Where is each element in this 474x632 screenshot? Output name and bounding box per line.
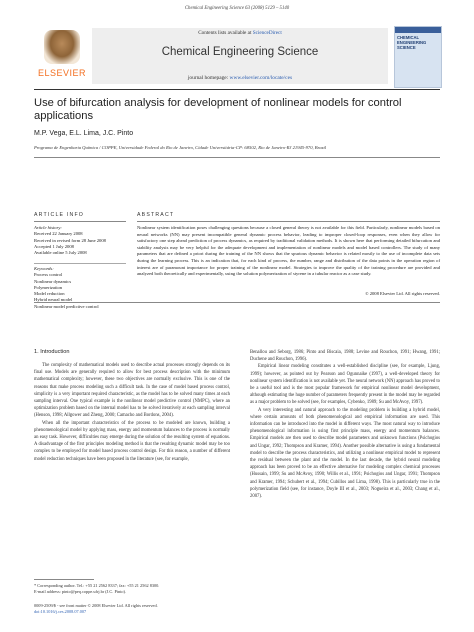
- homepage-prefix: journal homepage:: [187, 75, 230, 81]
- body-right-column: [250, 349, 440, 500]
- body-paragraph: The complexity of mathematical models used to describe actual processes strongly depends on its final use. Models are generally required to allow for best process description with the minimum mathematical complexity; however, these two objectives are normally exclusive. This is one of the reasons that make process modeling such a difficult task. In the case of model based process control, simplicity is a very important required characteristic, as the model has to be solved many times at each sampling interval. One typical example is the nonlinear model predictive control (NMPC), where an optimization problem based on the internal model has to be solved iteratively at each sampling interval (Henson, 1998; Allgower and Zheng, 2000; Camacho and Bordons, 2004).: [34, 363, 230, 419]
- history-item: Accepted 1 July 2008: [34, 243, 74, 249]
- issn-line: 0009-2509/$ - see front matter © 2008 Elsevier Ltd. All rights reserved.: [34, 603, 158, 608]
- affiliation-rule: [34, 157, 440, 158]
- keyword: Model reduction: [34, 291, 65, 297]
- article-title: Use of bifurcation analysis for development of nonlinear models for control applications: [34, 97, 402, 123]
- homepage-link[interactable]: www.elsevier.com/locate/ces: [229, 75, 293, 81]
- abstract-heading: ABSTRACT: [137, 212, 175, 218]
- elsevier-tree-emblem: [44, 30, 80, 64]
- affiliation: Programa de Engenharia Química / COPPE, Universidade Federal do Rio de Janeiro, Cidade Universitária-CP: 68502, Rio de Janeiro-RJ 21945-970, Brazil: [34, 145, 327, 150]
- history-item: Received 22 January 2008: [34, 231, 83, 237]
- keyword: Nonlinear model predictive control: [34, 303, 99, 309]
- article-history: [34, 225, 106, 256]
- footnote-rule: [34, 579, 94, 580]
- article-info-heading: ARTICLE INFO: [34, 212, 85, 218]
- elsevier-logo: [34, 28, 90, 84]
- article-info-rule: [34, 221, 126, 222]
- homepage-line: [92, 75, 388, 81]
- keyword: Nonlinear dynamics: [34, 278, 72, 284]
- footnote: [34, 583, 230, 595]
- footnote-line: * Corresponding author. Tel.: +55 21 2562 8337; fax: +55 21 2562 8300.: [34, 583, 160, 588]
- history-item: Received in revised form 28 June 2008: [34, 237, 106, 243]
- journal-cover-thumbnail: [394, 26, 442, 88]
- abstract-rule: [137, 221, 440, 222]
- front-matter-meta: [34, 603, 230, 615]
- journal-citation-line: Chemical Engineering Science 63 (2008) 5129 – 5140: [184, 6, 290, 11]
- contents-prefix: Contents lists available at: [198, 30, 253, 36]
- body-paragraph: Benallou and Seborg, 1986; Pinto and Biscaia, 1988; Levine and Rouchon, 1991; Hwang, 1991; Duchene and Rouchon, 1996).: [250, 350, 440, 363]
- authors: M.P. Vega, E.L. Lima, J.C. Pinto: [34, 130, 134, 137]
- sciencedirect-link[interactable]: ScienceDirect: [252, 30, 282, 36]
- body-left-column: [34, 362, 230, 463]
- journal-name: Chemical Engineering Science: [161, 46, 319, 58]
- abstract-bottom-rule: [34, 302, 440, 303]
- footnote-line: E-mail address: pinto@peq.coppe.ufrj.br (J.C. Pinto).: [34, 589, 127, 594]
- abstract-copyright: © 2008 Elsevier Ltd. All rights reserved.: [365, 291, 440, 296]
- history-label: Article history:: [34, 225, 62, 230]
- body-paragraph: When all the important characteristics of the process to be modeled are known, building a phenomenological model by applying mass, energy and momentum balances to the process is normally an easy task. However, difficulties may emerge during the solution of the resulting system of equations. A disadvantage of the first principles modeling method is that the resulting dynamic model may be too complex to be employed for model based process control design. For this reason, a number of different model reduction techniques have been proposed in the literature (see, for example,: [34, 420, 230, 462]
- body-paragraph: A very interesting and natural approach to the modeling problem is building a hybrid model, where certain amounts of both phenomenological and empirical information are used. This information can be introduced into the model in different ways. The most natural way to introduce phenomenological information is using first principle mass, energy and momentum balances. Empirical models are then used to describe model parameters and unknown functions (Psichogios and Ungar, 1992; Thompson and Kramer, 1994). Another possible alternative is using a fundamental model to describe the process characteristics, and utilizing a nonlinear empirical model to represent the residual between the plant and the model. In the last decade, the hybrid neural modeling approach has been proved to be an effective alternative for modeling complex chemical processes (Hussain, 1999; Su and McAvoy, 1990; Willis et al., 1991; Psichogios and Ungar, 1991; Thompson and Kramer, 1994; Schubert et al., 1994; Cubillos and Lima, 1998). This is particularly true in the polymerization field (see, for instance, Doyle III et al., 2003; Nogueira et al., 2003; Chang et al., 2007).: [250, 407, 440, 500]
- elsevier-wordmark: ELSEVIER: [37, 68, 87, 78]
- history-item: Available online 5 July 2008: [34, 250, 87, 256]
- keywords-rule: [34, 263, 126, 264]
- contents-line: [92, 30, 388, 36]
- body-paragraph: Empirical linear modeling constitutes a well-established discipline (see, for example, Ljung, 1999); however, as pointed out by Pearson and Ogunnaike (1997), a well-developed theory for nonlinear system identification is not available yet. The neural network (NN) approach has proved to be a useful tool and is the most popular framework for empirical nonlinear model development, although estimating the huge number of parameters frequently present in the model may be regarded as a major problem to be solved (see, for examples, Cybenko, 1989; Su and McAvoy, 1997).: [250, 364, 440, 406]
- keyword: Hybrid neural model: [34, 297, 73, 303]
- cover-top-bar: [395, 27, 441, 33]
- introduction-heading: 1. Introduction: [34, 349, 70, 355]
- keyword: Process control: [34, 272, 63, 278]
- keyword: Polymerization: [34, 284, 63, 290]
- keywords-label: Keywords:: [34, 266, 54, 271]
- doi-link[interactable]: doi:10.1016/j.ces.2008.07.007: [34, 609, 87, 614]
- cover-title: CHEMICAL ENGINEERING SCIENCE: [397, 35, 427, 50]
- abstract-text: Nonlinear system identification poses challenging questions because a closed general theory is not available for this field. Particularly, nonlinear models based on neural networks (NN) may present incompatible general dynamic process behavior, leading to improper closed-loop responses, even when they allow for satisfactory one step ahead prediction of process dynamics, as required by traditional validation methods. It is shown here that performing detailed bifurcation and stability analysis may be very helpful for the adequate development and implementation of nonlinear models and model based controllers. The study of many parameters that are defined a priori during the training of the NN shows that the spurious dynamic behavior is related mostly to the use of incomplete data sets during the learning process. This is an indication that, for each kind of process, the number, range and distribution of the data points in the operation region of interest are of paramount importance for proper training of the nonlinear model. Strategies to improve the quality of the training procedure are provided and analyzed both theoretically and experimentally, using the solution polymerization of styrene in a tubular reactor as a case study.: [137, 225, 440, 277]
- keywords-block: [34, 266, 126, 310]
- header-rule: [34, 89, 440, 90]
